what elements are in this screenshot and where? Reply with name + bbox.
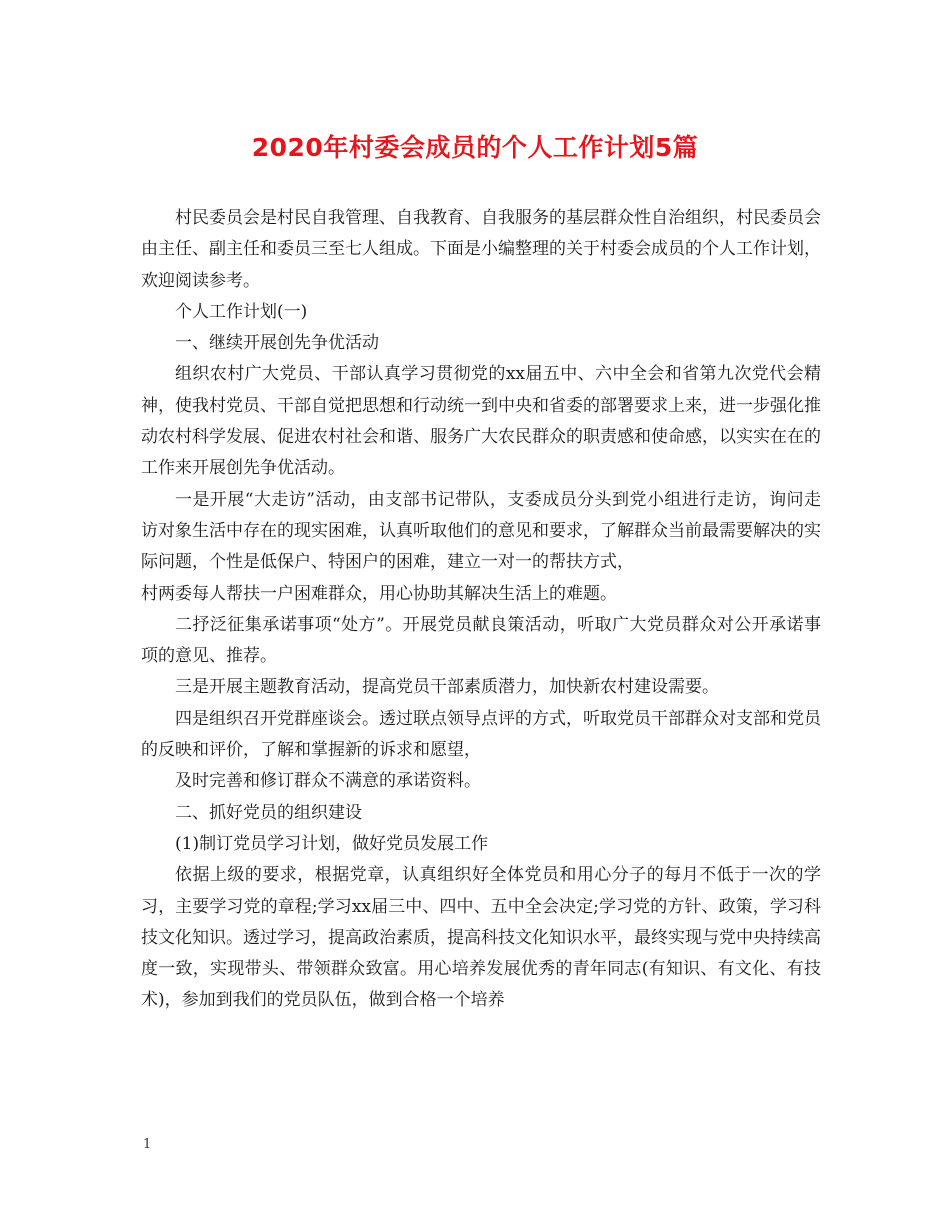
body-paragraph-continuation: 村两委每人帮扶一户困难群众，用心协助其解决生活上的难题。 [141,583,617,604]
section-heading-1: 一、继续开展创先争优活动 [175,333,379,354]
body-paragraph: 及时完善和修订群众不满意的承诺资料。 [175,771,481,792]
body-paragraph: 一是开展“大走访”活动，由支部书记带队，支委成员分头到党小组进行走访，询问走访对象生活中存在的现实困难，认真听取他们的意见和要求，了解群众当前最需要解决的实际问题，个性是低保户、特困户的困难，建立一对一的帮扶方式， [141,489,821,573]
intro-paragraph: 村民委员会是村民自我管理、自我教育、自我服务的基层群众性自治组织，村民委员会由主任、副主任和委员三至七人组成。下面是小编整理的关于村委会成员的个人工作计划，欢迎阅读参考。 [141,208,821,291]
document-body [141,203,821,1017]
body-paragraph: 组织农村广大党员、干部认真学习贯彻党的xx届五中、六中全会和省第九次党代会精神，使我村党员、干部自觉把思想和行动统一到中央和省委的部署要求上来，进一步强化推动农村科学发展、促进农村社会和谐、服务广大农民群众的职责感和使命感，以实实在在的工作来开展创先争优活动。 [141,364,821,479]
document-title: 2020年村委会成员的个人工作计划5篇 [251,133,699,162]
subsection-heading: (1)制订党员学习计划，做好党员发展工作 [175,833,489,854]
page-number: 1 [143,1137,152,1152]
body-paragraph: 二抒泛征集承诺事项“处方”。开展党员献良策活动，听取广大党员群众对公开承诺事项的意见、推荐。 [141,614,821,667]
body-paragraph: 四是组织召开党群座谈会。透过联点领导点评的方式，听取党员干部群众对支部和党员的反映和评价，了解和掌握新的诉求和愿望， [141,708,821,761]
section-heading-2: 二、抓好党员的组织建设 [175,802,362,823]
body-paragraph: 依据上级的要求，根据党章，认真组织好全体党员和用心分子的每月不低于一次的学习，主要学习党的章程;学习xx届三中、四中、五中全会决定;学习党的方针、政策，学习科技文化知识。透过学习，提高政治素质，提高科技文化知识水平，最终实现与党中央持续高度一致，实现带头、带领群众致富。用心培养发展优秀的青年同志(有知识、有文化、有技术)，参加到我们的党员队伍，做到合格一个培养 [141,865,821,1011]
section-heading-plan-one: 个人工作计划(一) [175,301,308,322]
body-paragraph: 三是开展主题教育活动，提高党员干部素质潜力，加快新农村建设需要。 [175,677,719,698]
